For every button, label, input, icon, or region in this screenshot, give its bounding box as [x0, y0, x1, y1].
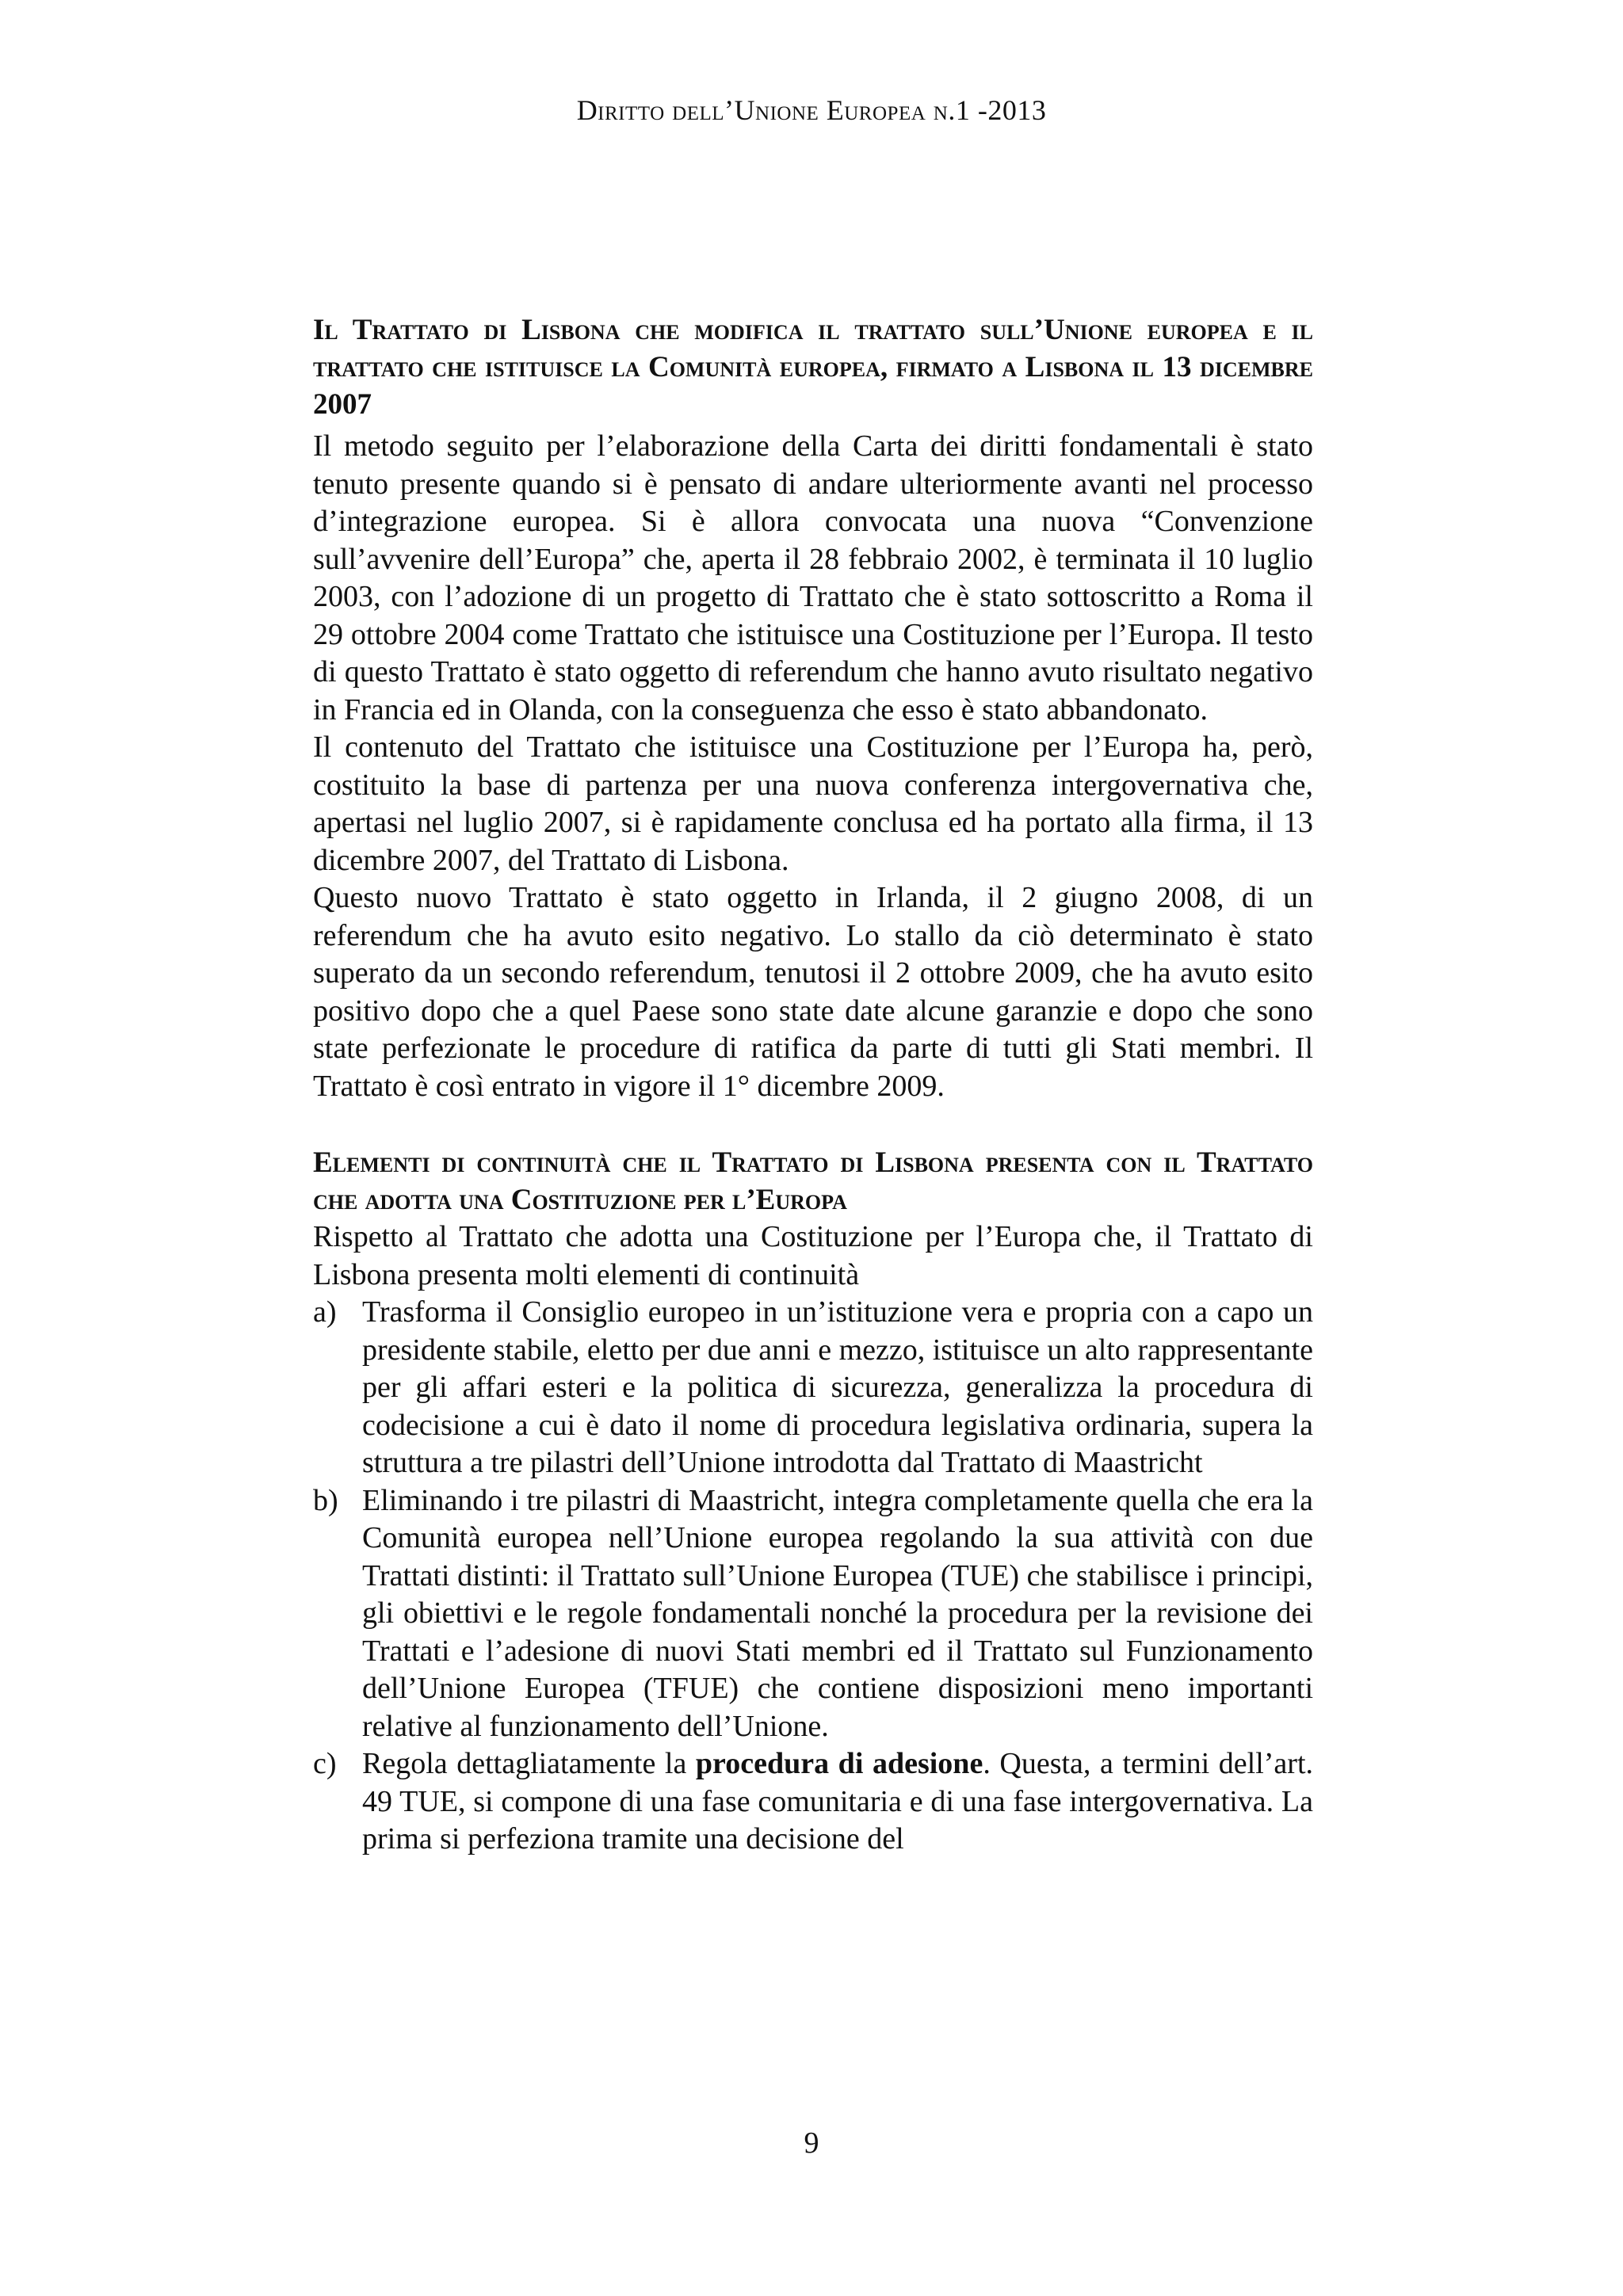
list-marker: b): [313, 1483, 338, 1517]
list-item: [313, 1745, 1313, 1859]
list-item: [313, 1294, 1313, 1482]
running-header: Diritto dell’Unione Europea n.1 -2013: [576, 94, 1047, 126]
page-body: [313, 311, 1313, 1859]
paragraph: Questo nuovo Trattato è stato oggetto in Irlanda, il 2 giugno 2008, di un referendum che ha avuto esito negativo. Lo stallo da ciò determinato è stato superato da un secondo referendum, tenutosi il 2 ottobre 2009, che ha avuto esito positivo dopo che a quel Paese sono state date alcune garanzie e dopo che sono state perfezionate le procedure di ratifica da parte di tutti gli Stati membri. Il Trattato è così entrato in vigore il 1° dicembre 2009.: [313, 881, 1313, 1103]
emphasis: procedura di adesione: [695, 1747, 983, 1780]
list-marker: c): [313, 1747, 337, 1780]
paragraph: Il metodo seguito per l’elaborazione della Carta dei diritti fondamentali è stato tenuto presente quando si è pensato di andare ulteriormente avanti nel processo d’integrazione europea. Si è allora convocata una nuova “Convenzione sull’avvenire dell’Europa” che, aperta il 28 febbraio 2002, è terminata il 10 luglio 2003, con l’adozione di un progetto di Trattato che è stato sottoscritto a Roma il 29 ottobre 2004 come Trattato che istituisce una Costituzione per l’Europa. Il testo di questo Trattato è stato oggetto di referendum che hanno avuto risultato negativo in Francia ed in Olanda, con la conseguenza che esso è stato abbandonato.: [313, 429, 1313, 727]
section-title: Il Trattato di Lisbona che modifica il trattato sull’Unione europea e il trattato che istituisce la Comunità europea, firmato a Lisbona il 13 dicembre 2007: [313, 314, 1313, 421]
list-item-text: Trasforma il Consiglio europeo in un’istituzione vera e propria con a capo un presidente stabile, eletto per due anni e mezzo, istituisce un alto rappresentante per gli affari esteri e la politica di sicurezza, generalizza la procedura di codecisione a cui è dato il nome di procedura legislativa ordinaria, supera la struttura a tre pilastri dell’Unione introdotta dal Trattato di Maastricht: [362, 1295, 1313, 1479]
paragraph: Il contenuto del Trattato che istituisce una Costituzione per l’Europa ha, però, costituito la base di partenza per una nuova conferenza intergovernativa che, apertasi nel luglio 2007, si è rapidamente conclusa ed ha portato alla firma, il 13 dicembre 2007, del Trattato di Lisbona.: [313, 730, 1313, 877]
continuity-list: [313, 1294, 1313, 1859]
list-item-text: Eliminando i tre pilastri di Maastricht, integra completamente quella che era la Comunità europea nell’Unione europea regolando la sua attività con due Trattati distinti: il Trattato sull’Unione Europea (TUE) che stabilisce i principi, gli obiettivi e le regole fondamentali nonché la procedura per la revisione dei Trattati e l’adesione di nuovi Stati membri ed il Trattato sul Funzionamento dell’Unione Europea (TFUE) che contiene disposizioni meno importanti relative al funzionamento dell’Unione.: [362, 1483, 1313, 1743]
section-intro: Rispetto al Trattato che adotta una Costituzione per l’Europa che, il Trattato di Lisbona presenta molti elementi di continuità: [313, 1220, 1313, 1291]
list-marker: a): [313, 1295, 337, 1329]
list-item: [313, 1482, 1313, 1746]
list-item-text: Regola dettagliatamente la procedura di adesione. Questa, a termini dell’art. 49 TUE, si compone di una fase comunitaria e di una fase intergovernativa. La prima si perfeziona tramite una decisione del: [362, 1747, 1313, 1855]
section-title: Elementi di continuità che il Trattato di Lisbona presenta con il Trattato che adotta una Costituzione per l’Europa: [313, 1146, 1313, 1216]
page-number: 9: [804, 2126, 819, 2160]
